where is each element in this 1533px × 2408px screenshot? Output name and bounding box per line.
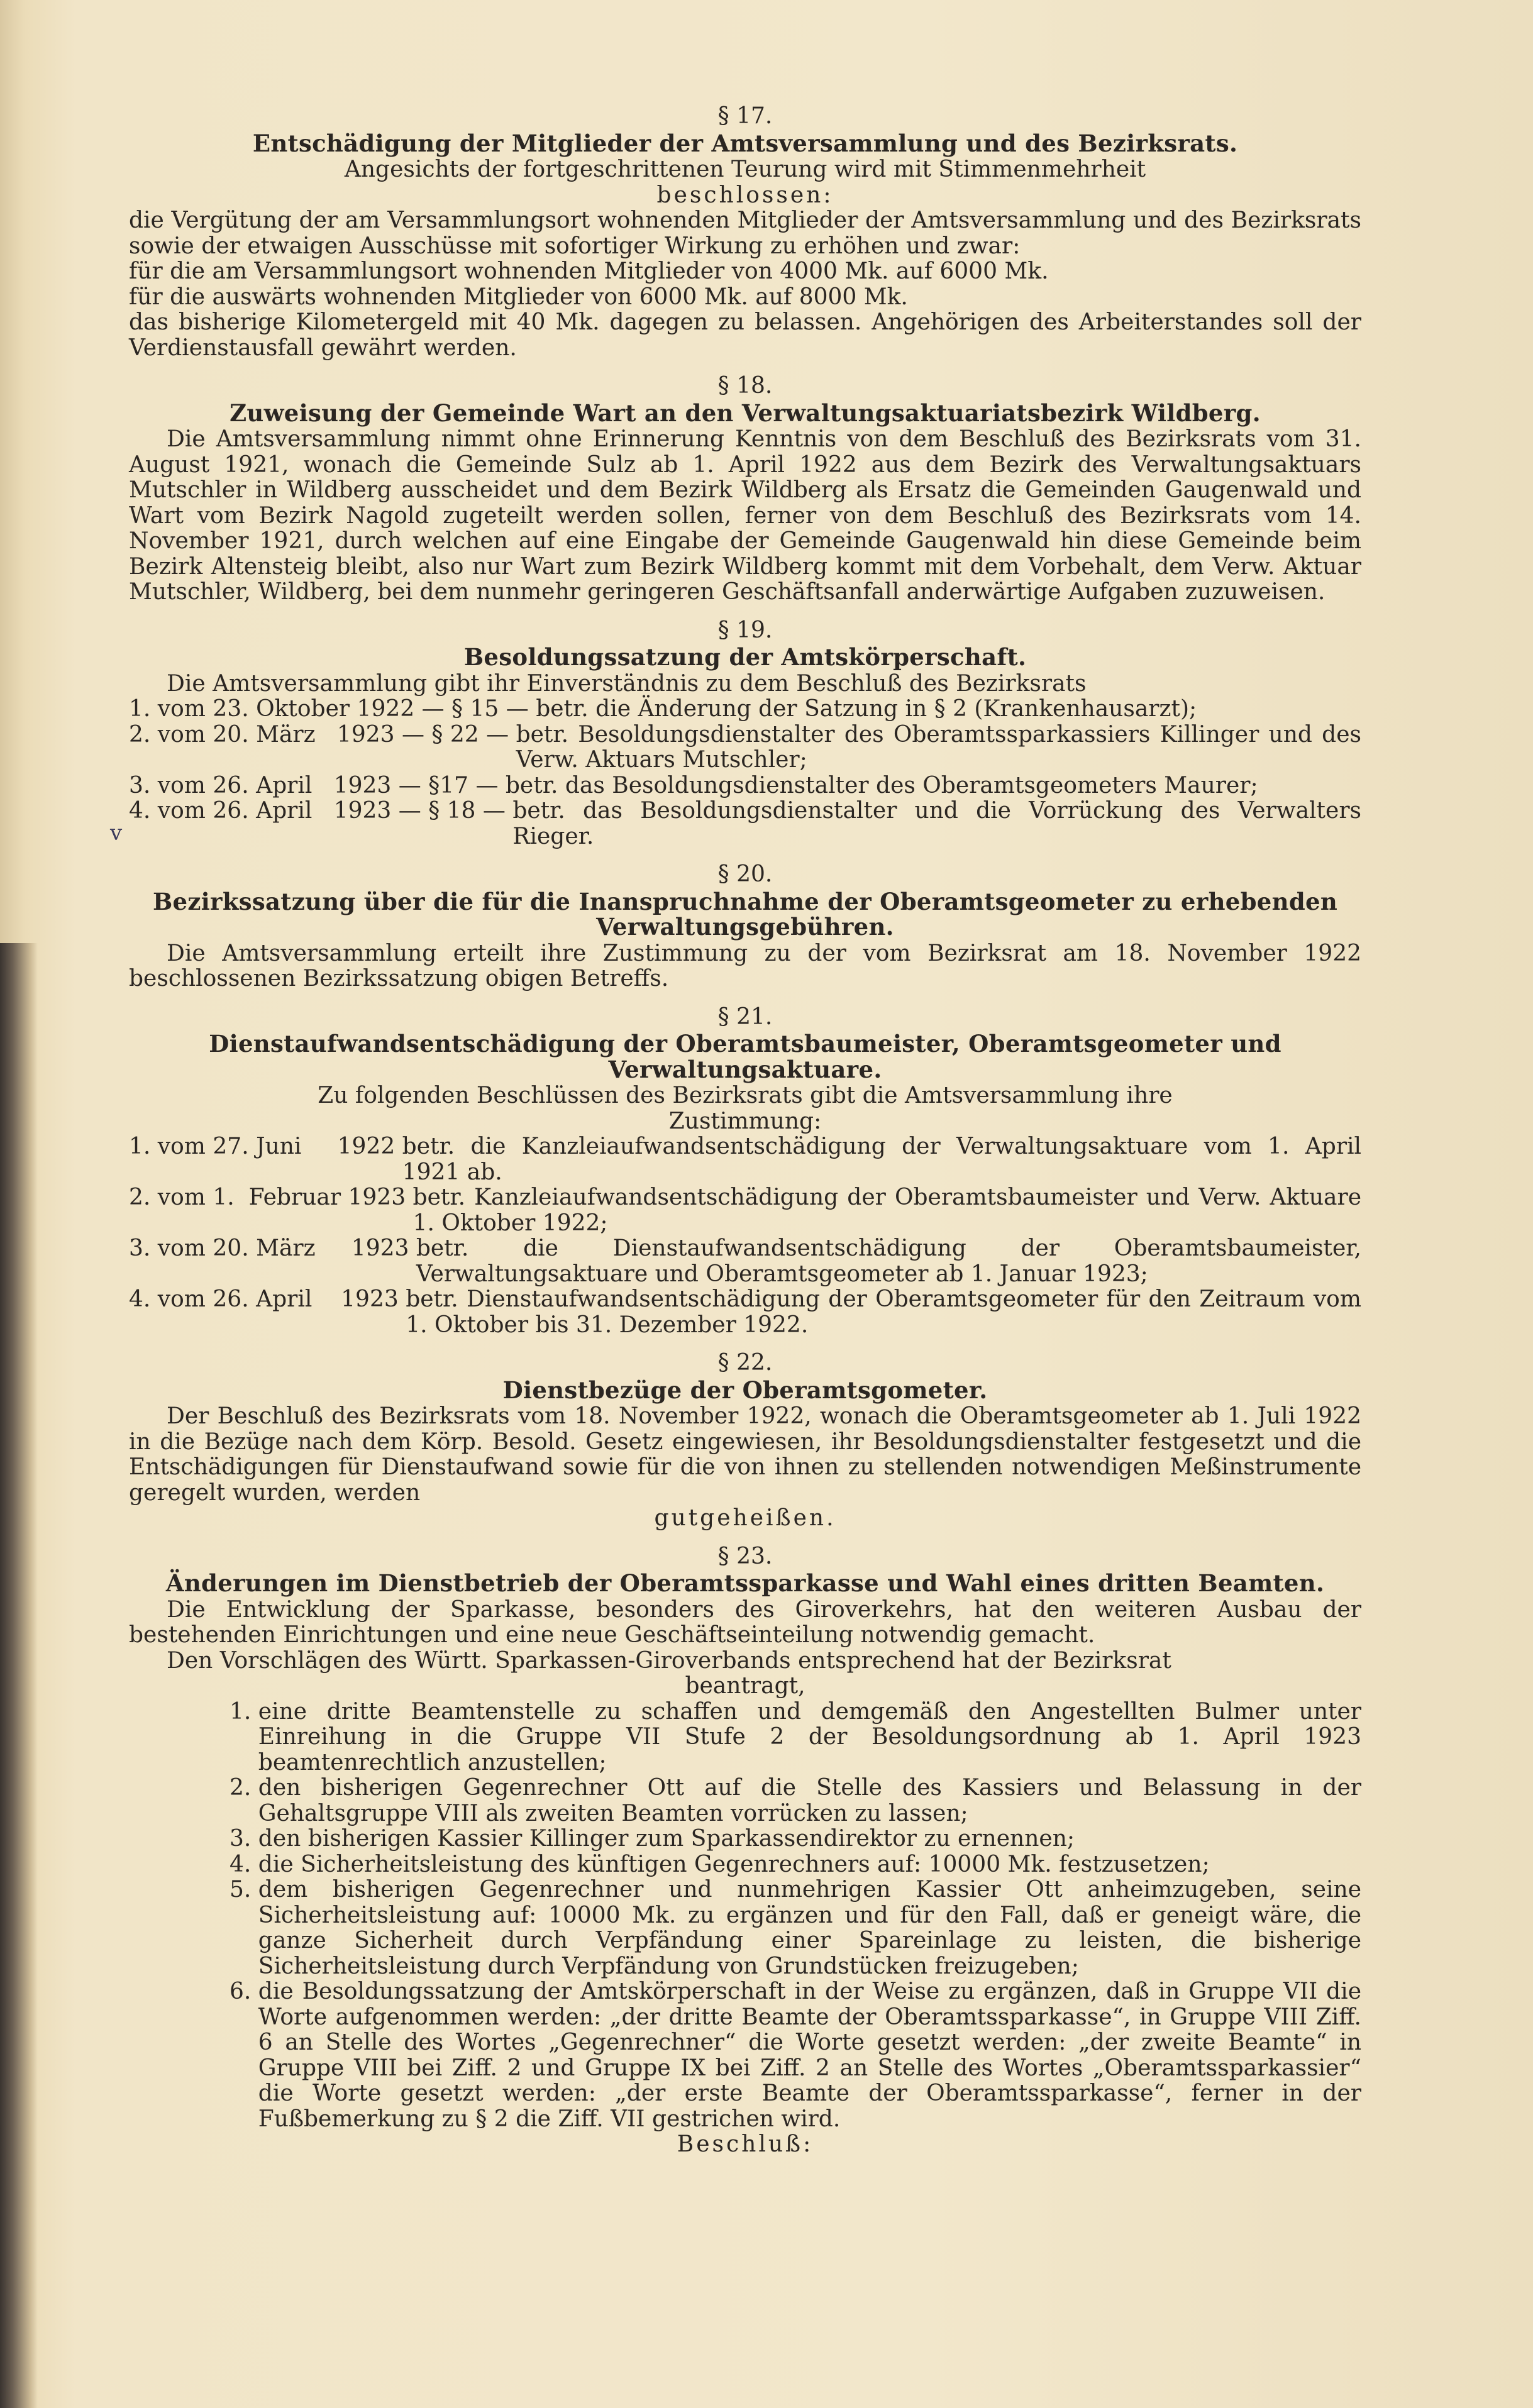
list-item [129, 1185, 1361, 1236]
item-text: betr. Besoldungsdienstalter des Oberamtssparkassiers Killinger und des Verw. Aktuars Mutschler; [516, 721, 1361, 773]
list-item [129, 697, 1361, 722]
section-number: § 17. [717, 103, 773, 129]
section-23 [129, 1544, 1361, 2158]
section-text: Die Amtsversammlung erteilt ihre Zustimmung zu der vom Bezirksrat am 18. November 1922 beschlossenen Bezirkssatzung obigen Betreffs. [129, 940, 1361, 991]
section-text: Der Beschluß des Bezirksrats vom 18. November 1922, wonach die Oberamtsgeometer ab 1. Juli 1922 in die Bezüge nach dem Körp. Besold. Gesetz eingewiesen, ihr Besoldungsdienstalter festgesetzt und die Entschädigungen für Dienstaufwand sowie für die von ihnen zu stellenden notwendigen Meßinstrumente geregelt wurden, werden [129, 1403, 1361, 1506]
list-item [230, 1979, 1361, 2132]
section-text-line: für die am Versammlungsort wohnenden Mitglieder von 4000 Mk. auf 6000 Mk. [129, 258, 1049, 284]
item-label: 4. [230, 1851, 258, 1877]
item-text: dem bisherigen Gegenrechner und nunmehrigen Kassier Ott anheimzugeben, seine Sicherheitsleistung auf: 10000 Mk. zu ergänzen und für den Fall, daß er geneigt wäre, die ganze Sicherheit durch Verpfändung einer Spareinlage zu leisten, die bisherige Sicherheitsleistung durch Verpfändung von Grundstücken freizugeben; [258, 1877, 1361, 1979]
list-item [129, 1134, 1361, 1185]
section-text: die Vergütung der am Versammlungsort wohnenden Mitglieder der Amtsversammlung und des Bezirksrats sowie der etwaigen Ausschüsse mit sofortiger Wirkung zu erhöhen und zwar: [129, 207, 1361, 259]
closing-decision: Beschluß: [677, 2131, 814, 2157]
section-text: Die Amtsversammlung nimmt ohne Erinnerung Kenntnis von dem Beschluß des Bezirksrats vom 31. August 1921, wonach die Gemeinde Sulz ab 1. April 1922 aus dem Bezirk des Verwaltungsaktuars Mutschler in Wildberg ausscheidet und dem Bezirk Wildberg als Ersatz die Gemeinden Gaugenwald und Wart vom Bezirk Nagold zugeteilt werden sollen, ferner von dem Beschluß des Bezirksrats vom 14. November 1921, durch welchen auf eine Eingabe der Gemeinde Gaugenwald hin diese Gemeinde beim Bezirk Altensteig bleibt, also nur Wart zum Bezirk Wildberg kommt mit dem Vorbehalt, dem Verw. Aktuar Mutschler, Wildberg, bei dem nunmehr geringeren Geschäftsanfall anderwärtige Aufgaben zuzuweisen. [129, 426, 1361, 605]
section-text-line: für die auswärts wohnenden Mitglieder von 6000 Mk. auf 8000 Mk. [129, 284, 908, 310]
item-label: 1. [230, 1698, 258, 1725]
section-heading: Besoldungssatzung der Amtskörperschaft. [463, 643, 1027, 671]
decision-word: gutgeheißen. [654, 1505, 836, 1531]
section-21 [129, 1005, 1361, 1339]
list-item [129, 722, 1361, 773]
item-text: betr. die Kanzleiaufwandsentschädigung der Verwaltungsaktuare vom 1. April 1921 ab. [402, 1134, 1361, 1185]
list-item [230, 1877, 1361, 1979]
decision-word: Zustimmung: [668, 1108, 822, 1134]
section-intro: Angesichts der fortgeschrittenen Teurung wird mit Stimmenmehrheit [344, 157, 1146, 182]
section-heading: Änderungen im Dienstbetrieb der Oberamtssparkasse und Wahl eines dritten Beamten. [165, 1569, 1325, 1597]
item-text: betr. Dienstaufwandsentschädigung der Oberamtsgeometer für den Zeitraum vom 1. Oktober bis 31. Dezember 1922. [406, 1286, 1361, 1338]
item-text: eine dritte Beamtenstelle zu schaffen und demgemäß den Angestellten Bulmer unter Einreihung in die Gruppe VII Stufe 2 der Besoldungsordnung ab 1. April 1923 beamtenrechtlich anzustellen; [258, 1698, 1361, 1776]
resolution-list [129, 1134, 1361, 1338]
section-heading: Entschädigung der Mitglieder der Amtsversammlung und des Bezirksrats. [252, 129, 1238, 157]
section-heading: Bezirkssatzung über die für die Inanspruchnahme der Oberamtsgeometer zu erhebenden Verwaltungsgebühren. [152, 887, 1338, 941]
margin-check-mark: v [110, 820, 123, 846]
list-item [230, 1852, 1361, 1878]
torn-page-edge [0, 943, 38, 2408]
document-body [129, 104, 1361, 2170]
item-label: 4. vom 26. April 1923 [129, 1286, 406, 1312]
section-17 [129, 104, 1361, 361]
item-label: 2. vom 20. März 1923 — § 22 — [129, 721, 516, 748]
section-intro: Zu folgenden Beschlüssen des Bezirksrats gibt die Amtsversammlung ihre [318, 1083, 1173, 1108]
list-item [129, 1236, 1361, 1287]
section-text: das bisherige Kilometergeld mit 40 Mk. dagegen zu belassen. Angehörigen des Arbeiterstandes soll der Verdienstausfall gewährt werden. [129, 309, 1361, 361]
section-20 [129, 862, 1361, 992]
item-text: betr. die Dienstaufwandsentschädigung der Oberamtsbaumeister, Verwaltungsaktuare und Oberamtsgeometer ab 1. Januar 1923; [416, 1235, 1361, 1287]
section-number: § 23. [717, 1543, 773, 1569]
section-number: § 20. [717, 861, 773, 887]
section-19 [129, 618, 1361, 850]
item-text: den bisherigen Gegenrechner Ott auf die Stelle des Kassiers und Belassung in der Gehaltsgruppe VIII als zweiten Beamten vorrücken zu lassen; [258, 1775, 1361, 1826]
item-label: 1. vom 27. Juni 1922 [129, 1134, 402, 1159]
section-heading: Zuweisung der Gemeinde Wart an den Verwaltungsaktuariatsbezirk Wildberg. [230, 399, 1261, 427]
section-text: Die Entwicklung der Sparkasse, besonders des Giroverkehrs, hat den weiteren Ausbau der bestehenden Einrichtungen und eine neue Geschäftseinteilung notwendig gemacht. [129, 1596, 1361, 1648]
item-text: betr. Kanzleiaufwandsentschädigung der Oberamtsbaumeister und Verw. Aktuare 1. Oktober 1922; [412, 1185, 1361, 1236]
decision-word: beschlossen: [656, 182, 834, 208]
list-item [230, 1699, 1361, 1776]
item-label: 6. [230, 1979, 258, 2004]
item-text: die Besoldungssatzung der Amtskörperschaft in der Weise zu ergänzen, daß in Gruppe VII die Worte aufgenommen werden: „der dritte Beamte der Oberamtssparkasse“, in Gruppe VIII Ziff. 6 an Stelle des Wortes „Gegenrechner“ die Worte gesetzt werden: „der zweite Beamte“ in Gruppe VIII bei Ziff. 2 und Gruppe IX bei Ziff. 2 an Stelle des Wortes „Oberamtssparkassier“ die Worte gesetzt werden: „der erste Beamte der Oberamtssparkasse“, ferner in der Fußbemerkung zu § 2 die Ziff. VII gestrichen wird. [258, 1979, 1361, 2132]
list-item [129, 1287, 1361, 1338]
resolution-list [129, 1699, 1361, 2133]
list-item [129, 773, 1361, 799]
decision-word: beantragt, [685, 1673, 805, 1699]
section-intro: Die Amtsversammlung gibt ihr Einverständnis zu dem Beschluß des Bezirksrats [167, 670, 1087, 697]
list-item [129, 798, 1361, 849]
section-number: § 19. [717, 617, 773, 643]
item-text: die Sicherheitsleistung des künftigen Gegenrechners auf: 10000 Mk. festzusetzen; [258, 1851, 1210, 1877]
list-item [230, 1826, 1361, 1852]
item-label: 3. [230, 1826, 258, 1852]
section-heading: Dienstbezüge der Oberamtsgometer. [502, 1376, 988, 1404]
item-label: 2. vom 1. Februar 1923 [129, 1185, 413, 1210]
item-label: 5. [230, 1877, 258, 1903]
section-number: § 18. [717, 373, 773, 399]
section-text: Den Vorschlägen des Württ. Sparkassen-Giroverbands entsprechend hat der Bezirksrat [167, 1647, 1171, 1674]
list-item [230, 1776, 1361, 1826]
section-number: § 21. [717, 1003, 773, 1030]
section-18 [129, 373, 1361, 605]
item-label: 3. vom 26. April 1923 — §17 — [129, 772, 506, 798]
resolution-list [129, 697, 1361, 849]
item-label: 4. vom 26. April 1923 — § 18 — [129, 798, 513, 824]
section-heading: Dienstaufwandsentschädigung der Oberamtsbaumeister, Oberamtsgeometer und Verwaltungsaktuare. [209, 1030, 1281, 1083]
section-number: § 22. [717, 1350, 773, 1376]
item-text: betr. das Besoldungsdienstalter des Oberamtsgeometers Maurer; [505, 772, 1258, 798]
item-text: den bisherigen Kassier Killinger zum Sparkassendirektor zu ernennen; [258, 1826, 1075, 1852]
item-text: betr. das Besoldungsdienstalter und die Vorrückung des Verwalters Rieger. [512, 798, 1361, 849]
item-text: betr. die Änderung der Satzung in § 2 (Krankenhausarzt); [536, 696, 1197, 722]
item-label: 1. vom 23. Oktober 1922 — § 15 — [129, 696, 536, 722]
section-22 [129, 1350, 1361, 1532]
item-label: 2. [230, 1775, 258, 1801]
item-label: 3. vom 20. März 1923 [129, 1235, 416, 1261]
